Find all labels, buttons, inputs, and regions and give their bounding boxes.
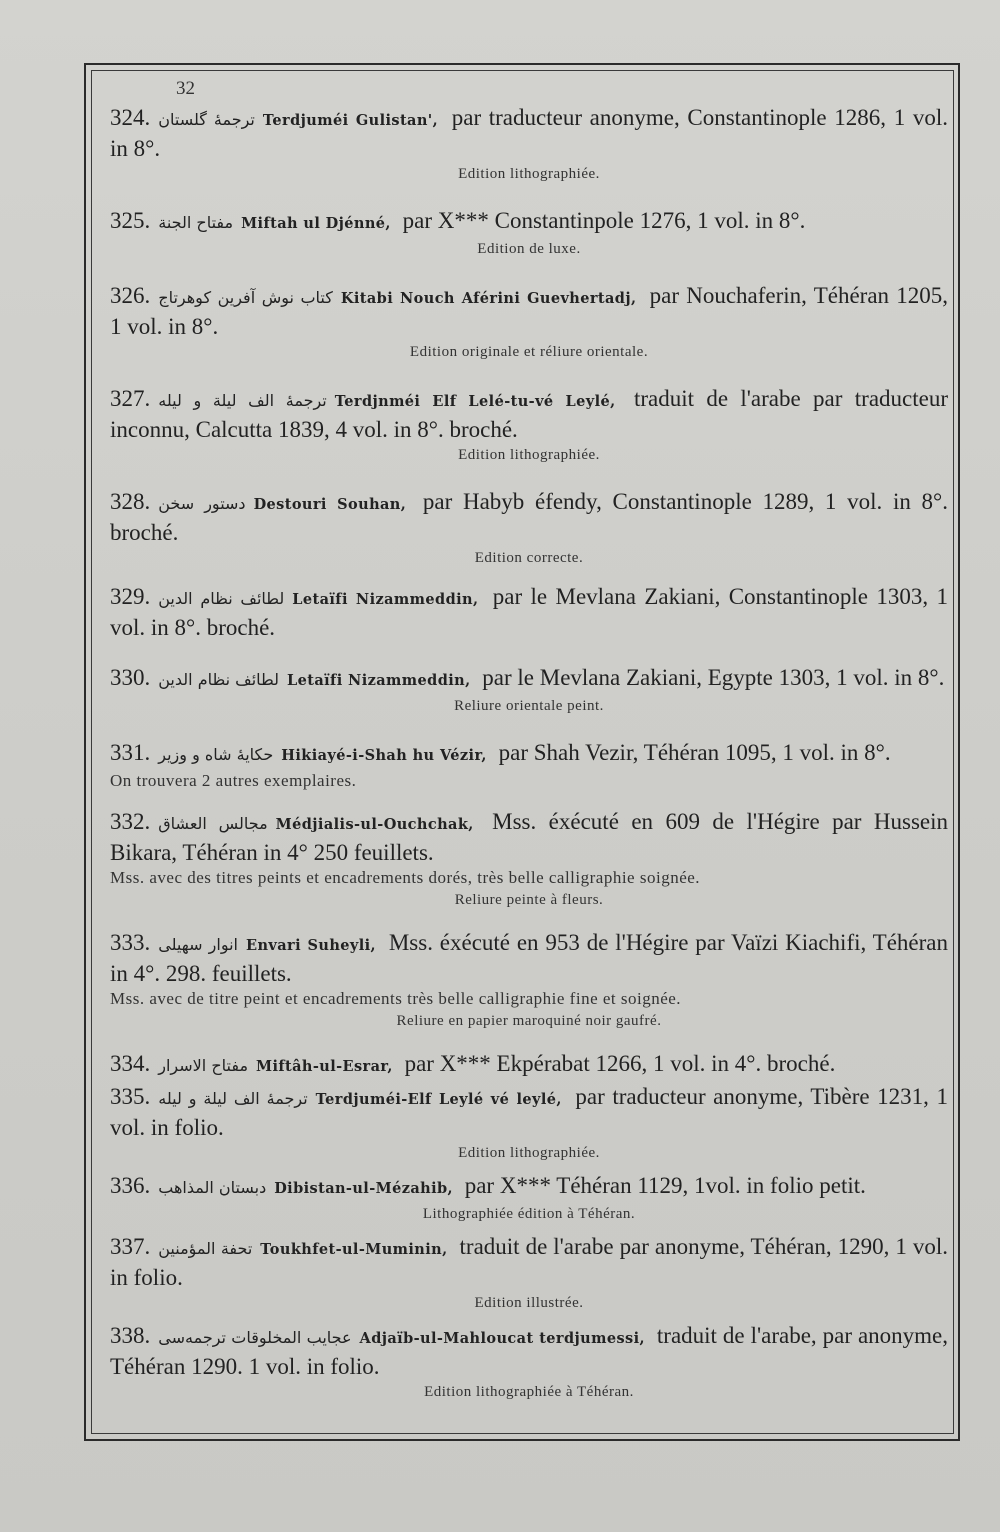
catalog-entry — [110, 1050, 948, 1081]
edition-note: Reliure peinte à fleurs. — [454, 892, 604, 908]
catalog-entry — [110, 583, 948, 642]
arabic-title: ترجمهٔ الف ليلة و ليله — [158, 1089, 308, 1108]
arabic-title: لطائف نظام الدين — [158, 589, 285, 608]
entry-number: 336. — [110, 1173, 151, 1198]
transliterated-title: Adjaïb-ul-Mahloucat terdjumessi, — [359, 1330, 645, 1347]
entry-description: Mss. éxécuté en 953 de l'Hégire par Vaïzi Kiachifi, Téhéran in 4°. 298. feuillets. — [110, 930, 948, 986]
entry-list — [110, 104, 948, 1403]
catalog-entry — [110, 808, 948, 911]
transliterated-title: Dibistan-ul-Mézahib, — [274, 1180, 453, 1197]
entry-number: 337. — [110, 1234, 151, 1259]
transliterated-title: Terdjuméi Gulistan', — [262, 112, 439, 129]
transliterated-title: Letaïfi Nizammeddin, — [287, 672, 471, 689]
entry-line — [110, 739, 948, 770]
edition-note: Edition de luxe. — [477, 241, 581, 257]
entry-number: 338. — [110, 1323, 151, 1348]
entry-number: 326. — [110, 283, 151, 308]
entry-description: par Habyb éfendy, Constantinople 1289, 1 vol. in 8°. broché. — [110, 489, 949, 545]
arabic-title: لطائف نظام الدين — [158, 670, 280, 689]
entry-line — [110, 1083, 948, 1142]
arabic-title: دبستان المذاهب — [158, 1178, 267, 1197]
edition-note: Edition correcte. — [474, 550, 584, 566]
catalog-entry — [110, 739, 948, 792]
entry-line — [110, 1172, 948, 1203]
entry-number: 325. — [110, 208, 151, 233]
entry-number: 331. — [110, 740, 151, 765]
arabic-title: حكايهٔ شاه و وزير — [158, 745, 274, 764]
entry-description: par Nouchaferin, Téhéran 1205, 1 vol. in 8°. — [110, 283, 949, 339]
entry-number: 335. — [110, 1084, 151, 1109]
entry-description: par Shah Vezir, Téhéran 1095, 1 vol. in 8°. — [492, 740, 891, 765]
entry-number: 333. — [110, 930, 151, 955]
edition-note: Reliure en papier maroquiné noir gaufré. — [396, 1013, 662, 1029]
arabic-title: ترجمهٔ الف ليلة و ليله — [158, 391, 327, 410]
catalog-entry — [110, 282, 948, 363]
transliterated-title: Kitabi Nouch Aférini Guevhertadj, — [340, 290, 637, 307]
arabic-title: انوار سهيلى — [158, 935, 239, 954]
entry-number: 334. — [110, 1051, 151, 1076]
transliterated-title: Miftah ul Djénné, — [241, 215, 391, 232]
entry-number: 330. — [110, 665, 151, 690]
entry-remark: On trouvera 2 autres exemplaires. — [110, 771, 357, 790]
entry-description: par le Mevlana Zakiani, Constantinople 1303, 1 vol. in 8°. broché. — [110, 584, 948, 640]
entry-description: traduit de l'arabe par anonyme, Téhéran, 1290, 1 vol. in folio. — [110, 1234, 948, 1290]
transliterated-title: Miftâh-ul-Esrar, — [256, 1058, 393, 1075]
transliterated-title: Terdjuméi-Elf Leylé vé leylé, — [315, 1091, 562, 1108]
entry-line — [110, 488, 948, 547]
transliterated-title: Destouri Souhan, — [253, 496, 407, 513]
arabic-title: تحفة المؤمنين — [158, 1239, 253, 1258]
entry-remark: Mss. avec de titre peint et encadrements très belle calligraphie fine et soignée. — [110, 989, 682, 1008]
catalog-entry — [110, 1233, 948, 1314]
arabic-title: مفتاح الاسرار — [158, 1056, 249, 1075]
entry-description: par traducteur anonyme, Tibère 1231, 1 vol. in folio. — [110, 1084, 948, 1140]
entry-description: par X*** Ekpérabat 1266, 1 vol. in 4°. broché. — [398, 1051, 836, 1076]
catalog-entry — [110, 207, 948, 260]
catalog-entry — [110, 1322, 948, 1403]
entry-line — [110, 929, 948, 988]
entry-line — [110, 1322, 948, 1381]
catalog-entry — [110, 104, 948, 185]
edition-note: Edition originale et réliure orientale. — [409, 344, 649, 360]
arabic-title: عجايب المخلوقات ترجمه‌سى — [158, 1328, 352, 1347]
entry-number: 327. — [110, 386, 151, 411]
entry-description: par traducteur anonyme, Constantinople 1286, 1 vol. in 8°. — [110, 105, 948, 161]
edition-note: Lithographiée édition à Téhéran. — [422, 1206, 636, 1222]
entry-number: 328. — [110, 489, 151, 514]
edition-note: Edition illustrée. — [474, 1295, 584, 1311]
transliterated-title: Médjialis-ul-Ouchchak, — [275, 816, 474, 833]
edition-note: Edition lithographiée. — [458, 447, 600, 463]
entry-description: par X*** Constantinpole 1276, 1 vol. in 8°. — [396, 208, 806, 233]
catalog-entry — [110, 929, 948, 1032]
entry-line — [110, 808, 948, 867]
transliterated-title: Hikiayé-i-Shah hu Vézir, — [281, 747, 487, 764]
catalog-entry — [110, 1083, 948, 1164]
entry-line — [110, 104, 948, 163]
entry-line — [110, 385, 948, 444]
entry-line — [110, 282, 948, 341]
arabic-title: مجالس العشاق — [158, 814, 268, 833]
catalog-entry — [110, 385, 948, 466]
arabic-title: دستور سخن — [158, 494, 246, 513]
entry-line — [110, 207, 948, 238]
entry-remark: Mss. avec des titres peints et encadrements dorés, très belle calligraphie soignée. — [110, 868, 701, 887]
arabic-title: مفتاح الجنة — [158, 213, 234, 232]
entry-description: Mss. éxécuté en 609 de l'Hégire par Hussein Bikara, Téhéran in 4° 250 feuillets. — [110, 809, 948, 865]
transliterated-title: Toukhfet-ul-Muminin, — [260, 1241, 448, 1258]
transliterated-title: Envari Suheyli, — [246, 937, 376, 954]
transliterated-title: Terdjnméi Elf Lelé-tu-vé Leylé, — [334, 393, 616, 410]
edition-note: Reliure orientale peint. — [454, 698, 604, 714]
entry-description: par X*** Téhéran 1129, 1vol. in folio petit. — [458, 1173, 866, 1198]
entry-line — [110, 583, 948, 642]
catalog-entry — [110, 664, 948, 717]
catalog-entry — [110, 488, 948, 569]
entry-description: traduit de l'arabe, par anonyme, Téhéran 1290. 1 vol. in folio. — [110, 1323, 948, 1379]
entry-description: par le Mevlana Zakiani, Egypte 1303, 1 vol. in 8°. — [476, 665, 945, 690]
arabic-title: ترجمهٔ گلستان — [158, 110, 255, 129]
arabic-title: كتاب نوش آفرين كوهرتاج — [158, 288, 333, 307]
entry-number: 324. — [110, 105, 151, 130]
transliterated-title: Letaïfi Nizammeddin, — [292, 591, 479, 608]
entry-line — [110, 1233, 948, 1292]
page-number: 32 — [176, 78, 195, 99]
edition-note: Edition lithographiée à Téhéran. — [424, 1384, 634, 1400]
entry-line — [110, 664, 948, 695]
edition-note: Edition lithographiée. — [458, 1145, 600, 1161]
catalog-entry — [110, 1172, 948, 1225]
entry-line — [110, 1050, 948, 1081]
entry-number: 332. — [110, 809, 151, 834]
entry-description: traduit de l'arabe par traducteur inconnu, Calcutta 1839, 4 vol. in 8°. broché. — [110, 386, 948, 442]
edition-note: Edition lithographiée. — [458, 166, 600, 182]
entry-number: 329. — [110, 584, 151, 609]
